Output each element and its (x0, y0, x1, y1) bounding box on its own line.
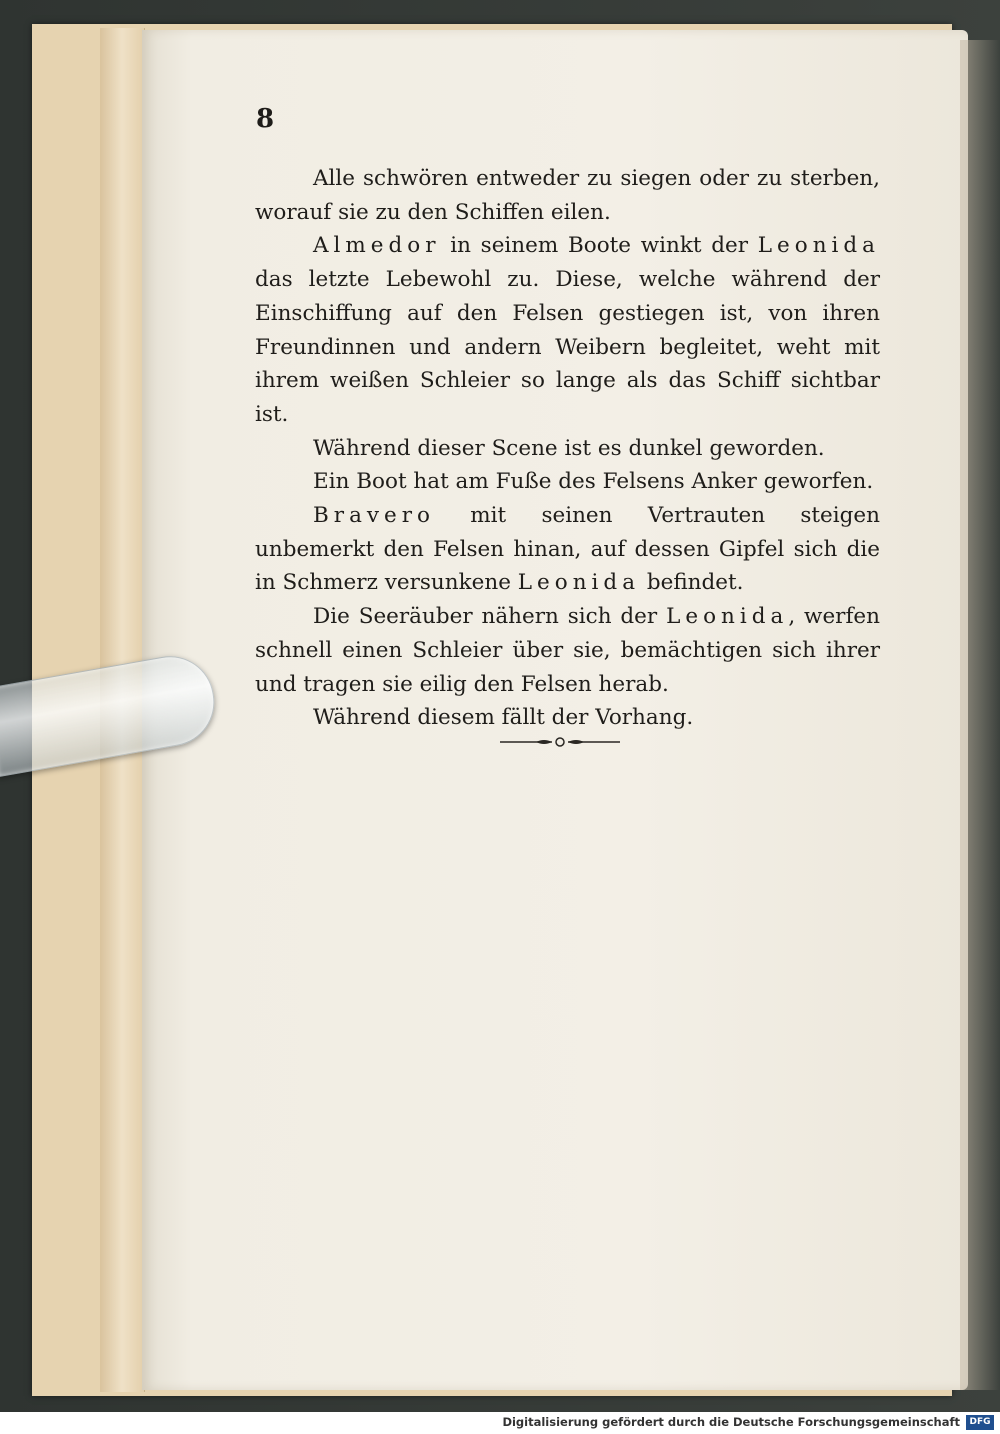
text-run: das letzte Lebewohl zu. Diese, welche während der Einschiffung auf den Felsen gestiegen ist, von ihren Freundinnen und andern Weibern begleitet, weht mit ihrem weißen Schleier so lange als das Schiff sichtbar ist. (255, 267, 880, 427)
text-run: mit seinen Vertrauten steigen unbemerkt den Felsen hinan, auf dessen Gipfel sich die in Schmerz versunkene (255, 503, 880, 596)
text-run: Die Seeräuber nähern sich der (313, 604, 667, 630)
dfg-logo: DFG (966, 1415, 994, 1430)
text-paragraph (255, 499, 880, 600)
character-name: Almedor (313, 233, 441, 259)
footer-credit: Digitalisierung gefördert durch die Deutsche Forschungsgemeinschaft (502, 1415, 960, 1429)
text-run: , werfen schnell einen Schleier über sie, bemächtigen sich ihrer und tragen sie eilig den Felsen herab. (255, 604, 880, 697)
text-run: Während dieser Scene ist es dunkel geworden. (313, 435, 825, 461)
ornamental-rule-icon (496, 730, 624, 754)
text-run: Alle schwören entweder zu siegen oder zu sterben, worauf sie zu den Schiffen eilen. (255, 166, 880, 225)
text-run: befindet. (640, 570, 744, 596)
character-name: Leonida (666, 604, 789, 630)
page-number: 8 (256, 104, 275, 134)
text-run: Ein Boot hat am Fuße des Felsens Anker geworfen. (313, 469, 874, 495)
text-paragraph (255, 162, 880, 229)
character-name: Leonida (517, 570, 641, 596)
character-name: Leonida (757, 233, 880, 259)
text-paragraph (255, 229, 880, 431)
text-run: in seinem Boote winkt der (440, 233, 758, 259)
character-name: Bravero (313, 503, 435, 529)
text-paragraph (255, 600, 880, 701)
page-right-shadow (960, 40, 1000, 1390)
text-paragraph (255, 432, 880, 466)
page-text (255, 162, 880, 735)
text-run: Während diesem fällt der Vorhang. (313, 705, 694, 731)
footer-bar (0, 1412, 1000, 1434)
text-paragraph (255, 465, 880, 499)
